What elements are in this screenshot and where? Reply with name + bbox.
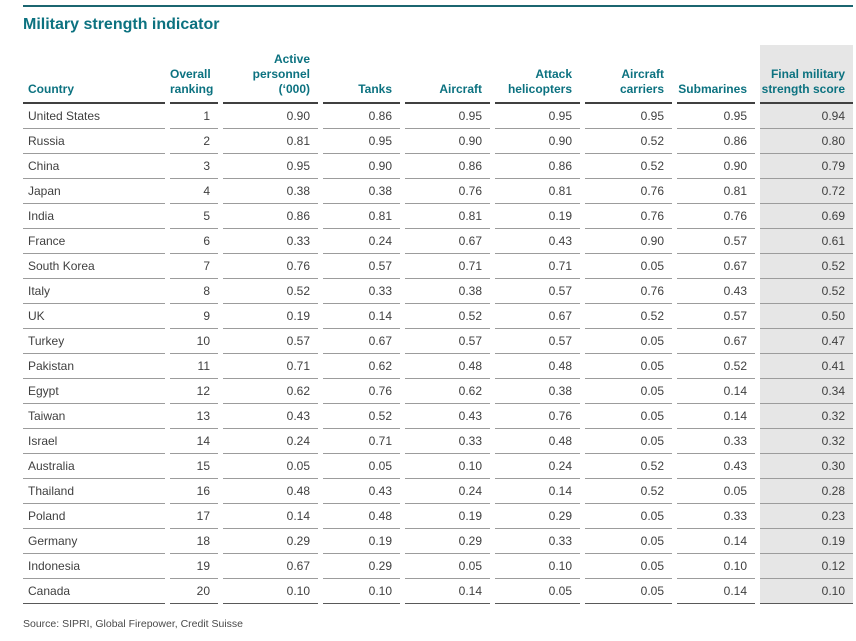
column-header-aircraft: Aircraft: [405, 45, 490, 104]
value-cell: 6: [170, 229, 218, 254]
value-cell: 0.05: [585, 354, 672, 379]
country-cell: Poland: [23, 504, 165, 529]
value-cell: 0.71: [495, 254, 580, 279]
value-cell: 5: [170, 204, 218, 229]
value-cell: 0.48: [495, 354, 580, 379]
value-cell: 0.14: [495, 479, 580, 504]
value-cell: 18: [170, 529, 218, 554]
value-cell: 0.67: [495, 304, 580, 329]
country-cell: France: [23, 229, 165, 254]
value-cell: 0.24: [223, 429, 318, 454]
value-cell: 0.33: [223, 229, 318, 254]
value-cell: 4: [170, 179, 218, 204]
country-cell: Turkey: [23, 329, 165, 354]
country-cell: India: [23, 204, 165, 229]
value-cell: 0.32: [760, 404, 853, 429]
value-cell: 16: [170, 479, 218, 504]
value-cell: 0.14: [405, 579, 490, 604]
table-row: [23, 354, 853, 379]
value-cell: 0.67: [223, 554, 318, 579]
column-header-aircraft-carriers: Aircraft carriers: [585, 45, 672, 104]
value-cell: 0.38: [405, 279, 490, 304]
value-cell: 0.43: [677, 279, 755, 304]
value-cell: 0.38: [223, 179, 318, 204]
value-cell: 1: [170, 104, 218, 129]
value-cell: 20: [170, 579, 218, 604]
value-cell: 0.52: [323, 404, 400, 429]
value-cell: 0.05: [585, 579, 672, 604]
value-cell: 0.24: [405, 479, 490, 504]
country-cell: South Korea: [23, 254, 165, 279]
value-cell: 0.05: [585, 254, 672, 279]
value-cell: 0.05: [585, 504, 672, 529]
table-row: [23, 204, 853, 229]
column-header-country: Country: [23, 45, 165, 104]
value-cell: 0.90: [405, 129, 490, 154]
value-cell: 0.80: [760, 129, 853, 154]
value-cell: 0.48: [495, 429, 580, 454]
table-row: [23, 529, 853, 554]
value-cell: 0.90: [677, 154, 755, 179]
value-cell: 0.57: [495, 329, 580, 354]
value-cell: 0.05: [585, 529, 672, 554]
value-cell: 0.33: [677, 504, 755, 529]
country-cell: Germany: [23, 529, 165, 554]
country-cell: United States: [23, 104, 165, 129]
value-cell: 0.24: [323, 229, 400, 254]
value-cell: 0.14: [677, 579, 755, 604]
table-row: [23, 229, 853, 254]
table-row: [23, 254, 853, 279]
column-header-final-military-strength-score: Final military strength score: [760, 45, 853, 104]
country-cell: Thailand: [23, 479, 165, 504]
value-cell: 0.52: [585, 454, 672, 479]
value-cell: 0.95: [323, 129, 400, 154]
value-cell: 0.10: [760, 579, 853, 604]
value-cell: 0.43: [677, 454, 755, 479]
table-body: [23, 104, 853, 604]
value-cell: 0.05: [405, 554, 490, 579]
column-header-overall-ranking: Overall ranking: [170, 45, 218, 104]
value-cell: 0.05: [585, 379, 672, 404]
value-cell: 0.61: [760, 229, 853, 254]
value-cell: 0.50: [760, 304, 853, 329]
value-cell: 0.90: [223, 104, 318, 129]
country-cell: Egypt: [23, 379, 165, 404]
table-row: [23, 579, 853, 604]
value-cell: 0.76: [405, 179, 490, 204]
value-cell: 0.47: [760, 329, 853, 354]
value-cell: 0.05: [323, 454, 400, 479]
value-cell: 0.14: [677, 404, 755, 429]
value-cell: 0.33: [405, 429, 490, 454]
value-cell: 3: [170, 154, 218, 179]
value-cell: 0.10: [323, 579, 400, 604]
value-cell: 0.19: [405, 504, 490, 529]
table-row: [23, 504, 853, 529]
value-cell: 0.10: [405, 454, 490, 479]
value-cell: 10: [170, 329, 218, 354]
value-cell: 0.95: [677, 104, 755, 129]
value-cell: 0.48: [223, 479, 318, 504]
value-cell: 0.52: [405, 304, 490, 329]
table-row: [23, 154, 853, 179]
value-cell: 15: [170, 454, 218, 479]
value-cell: 0.76: [677, 204, 755, 229]
table-row: [23, 129, 853, 154]
value-cell: 0.34: [760, 379, 853, 404]
table-row: [23, 479, 853, 504]
value-cell: 0.43: [405, 404, 490, 429]
value-cell: 11: [170, 354, 218, 379]
value-cell: 0.57: [405, 329, 490, 354]
value-cell: 0.38: [495, 379, 580, 404]
table-row: [23, 404, 853, 429]
value-cell: 0.28: [760, 479, 853, 504]
value-cell: 8: [170, 279, 218, 304]
value-cell: 0.71: [223, 354, 318, 379]
value-cell: 0.67: [323, 329, 400, 354]
value-cell: 0.90: [495, 129, 580, 154]
value-cell: 0.94: [760, 104, 853, 129]
value-cell: 0.79: [760, 154, 853, 179]
value-cell: 0.95: [585, 104, 672, 129]
value-cell: 0.52: [585, 154, 672, 179]
value-cell: 0.52: [585, 129, 672, 154]
value-cell: 0.05: [585, 429, 672, 454]
value-cell: 0.57: [677, 229, 755, 254]
value-cell: 0.95: [495, 104, 580, 129]
table-row: [23, 454, 853, 479]
value-cell: 0.69: [760, 204, 853, 229]
value-cell: 0.29: [495, 504, 580, 529]
value-cell: 0.86: [677, 129, 755, 154]
value-cell: 0.62: [405, 379, 490, 404]
value-cell: 0.67: [677, 329, 755, 354]
value-cell: 0.10: [677, 554, 755, 579]
value-cell: 0.33: [323, 279, 400, 304]
country-cell: Taiwan: [23, 404, 165, 429]
value-cell: 17: [170, 504, 218, 529]
value-cell: 0.19: [223, 304, 318, 329]
value-cell: 0.48: [405, 354, 490, 379]
value-cell: 0.43: [495, 229, 580, 254]
value-cell: 0.67: [677, 254, 755, 279]
value-cell: 0.71: [405, 254, 490, 279]
country-cell: Japan: [23, 179, 165, 204]
table-row: [23, 104, 853, 129]
value-cell: 0.29: [405, 529, 490, 554]
value-cell: 0.52: [760, 254, 853, 279]
value-cell: 0.43: [323, 479, 400, 504]
value-cell: 0.52: [223, 279, 318, 304]
value-cell: 0.05: [677, 479, 755, 504]
column-header-active-personnel-000: Active personnel (‘000): [223, 45, 318, 104]
value-cell: 0.14: [223, 504, 318, 529]
column-header-attack-helicopters: Attack helicopters: [495, 45, 580, 104]
value-cell: 0.10: [223, 579, 318, 604]
value-cell: 0.76: [495, 404, 580, 429]
table-row: [23, 554, 853, 579]
value-cell: 0.76: [585, 179, 672, 204]
value-cell: 0.33: [495, 529, 580, 554]
value-cell: 19: [170, 554, 218, 579]
table-row: [23, 429, 853, 454]
table-header-row: [23, 45, 853, 104]
value-cell: 0.29: [323, 554, 400, 579]
value-cell: 0.81: [405, 204, 490, 229]
value-cell: 0.57: [223, 329, 318, 354]
value-cell: 0.81: [677, 179, 755, 204]
value-cell: 0.05: [585, 554, 672, 579]
military-strength-table: [18, 45, 856, 604]
value-cell: 0.52: [585, 304, 672, 329]
value-cell: 0.81: [495, 179, 580, 204]
column-header-tanks: Tanks: [323, 45, 400, 104]
value-cell: 0.05: [223, 454, 318, 479]
value-cell: 0.48: [323, 504, 400, 529]
country-cell: Pakistan: [23, 354, 165, 379]
value-cell: 0.10: [495, 554, 580, 579]
value-cell: 0.14: [677, 379, 755, 404]
value-cell: 0.30: [760, 454, 853, 479]
value-cell: 0.86: [405, 154, 490, 179]
value-cell: 0.71: [323, 429, 400, 454]
value-cell: 2: [170, 129, 218, 154]
value-cell: 0.14: [677, 529, 755, 554]
value-cell: 0.32: [760, 429, 853, 454]
value-cell: 0.76: [585, 279, 672, 304]
value-cell: 0.81: [323, 204, 400, 229]
value-cell: 0.86: [223, 204, 318, 229]
value-cell: 0.57: [323, 254, 400, 279]
value-cell: 13: [170, 404, 218, 429]
value-cell: 0.81: [223, 129, 318, 154]
value-cell: 0.14: [323, 304, 400, 329]
value-cell: 0.95: [405, 104, 490, 129]
source-note: Source: SIPRI, Global Firepower, Credit Suisse: [23, 618, 244, 630]
value-cell: 0.67: [405, 229, 490, 254]
table-row: [23, 379, 853, 404]
value-cell: 0.86: [495, 154, 580, 179]
value-cell: 0.62: [223, 379, 318, 404]
value-cell: 12: [170, 379, 218, 404]
value-cell: 0.29: [223, 529, 318, 554]
table-row: [23, 329, 853, 354]
country-cell: Australia: [23, 454, 165, 479]
top-rule: [23, 5, 853, 7]
country-cell: Indonesia: [23, 554, 165, 579]
table-row: [23, 279, 853, 304]
value-cell: 0.19: [495, 204, 580, 229]
value-cell: 0.57: [495, 279, 580, 304]
value-cell: 0.72: [760, 179, 853, 204]
value-cell: 0.12: [760, 554, 853, 579]
value-cell: 0.86: [323, 104, 400, 129]
value-cell: 14: [170, 429, 218, 454]
value-cell: 0.19: [760, 529, 853, 554]
value-cell: 0.05: [585, 404, 672, 429]
value-cell: 0.19: [323, 529, 400, 554]
country-cell: Israel: [23, 429, 165, 454]
value-cell: 0.41: [760, 354, 853, 379]
value-cell: 0.05: [495, 579, 580, 604]
value-cell: 0.52: [760, 279, 853, 304]
value-cell: 0.05: [585, 329, 672, 354]
value-cell: 0.90: [323, 154, 400, 179]
country-cell: China: [23, 154, 165, 179]
country-cell: Italy: [23, 279, 165, 304]
value-cell: 0.52: [677, 354, 755, 379]
country-cell: Canada: [23, 579, 165, 604]
value-cell: 0.43: [223, 404, 318, 429]
value-cell: 0.38: [323, 179, 400, 204]
value-cell: 0.95: [223, 154, 318, 179]
value-cell: 0.76: [323, 379, 400, 404]
value-cell: 9: [170, 304, 218, 329]
value-cell: 0.52: [585, 479, 672, 504]
value-cell: 0.23: [760, 504, 853, 529]
value-cell: 0.76: [223, 254, 318, 279]
country-cell: Russia: [23, 129, 165, 154]
country-cell: UK: [23, 304, 165, 329]
table-row: [23, 179, 853, 204]
value-cell: 0.90: [585, 229, 672, 254]
value-cell: 7: [170, 254, 218, 279]
value-cell: 0.33: [677, 429, 755, 454]
table-row: [23, 304, 853, 329]
page-title: Military strength indicator: [23, 16, 220, 33]
value-cell: 0.57: [677, 304, 755, 329]
value-cell: 0.62: [323, 354, 400, 379]
value-cell: 0.24: [495, 454, 580, 479]
value-cell: 0.76: [585, 204, 672, 229]
column-header-submarines: Submarines: [677, 45, 755, 104]
